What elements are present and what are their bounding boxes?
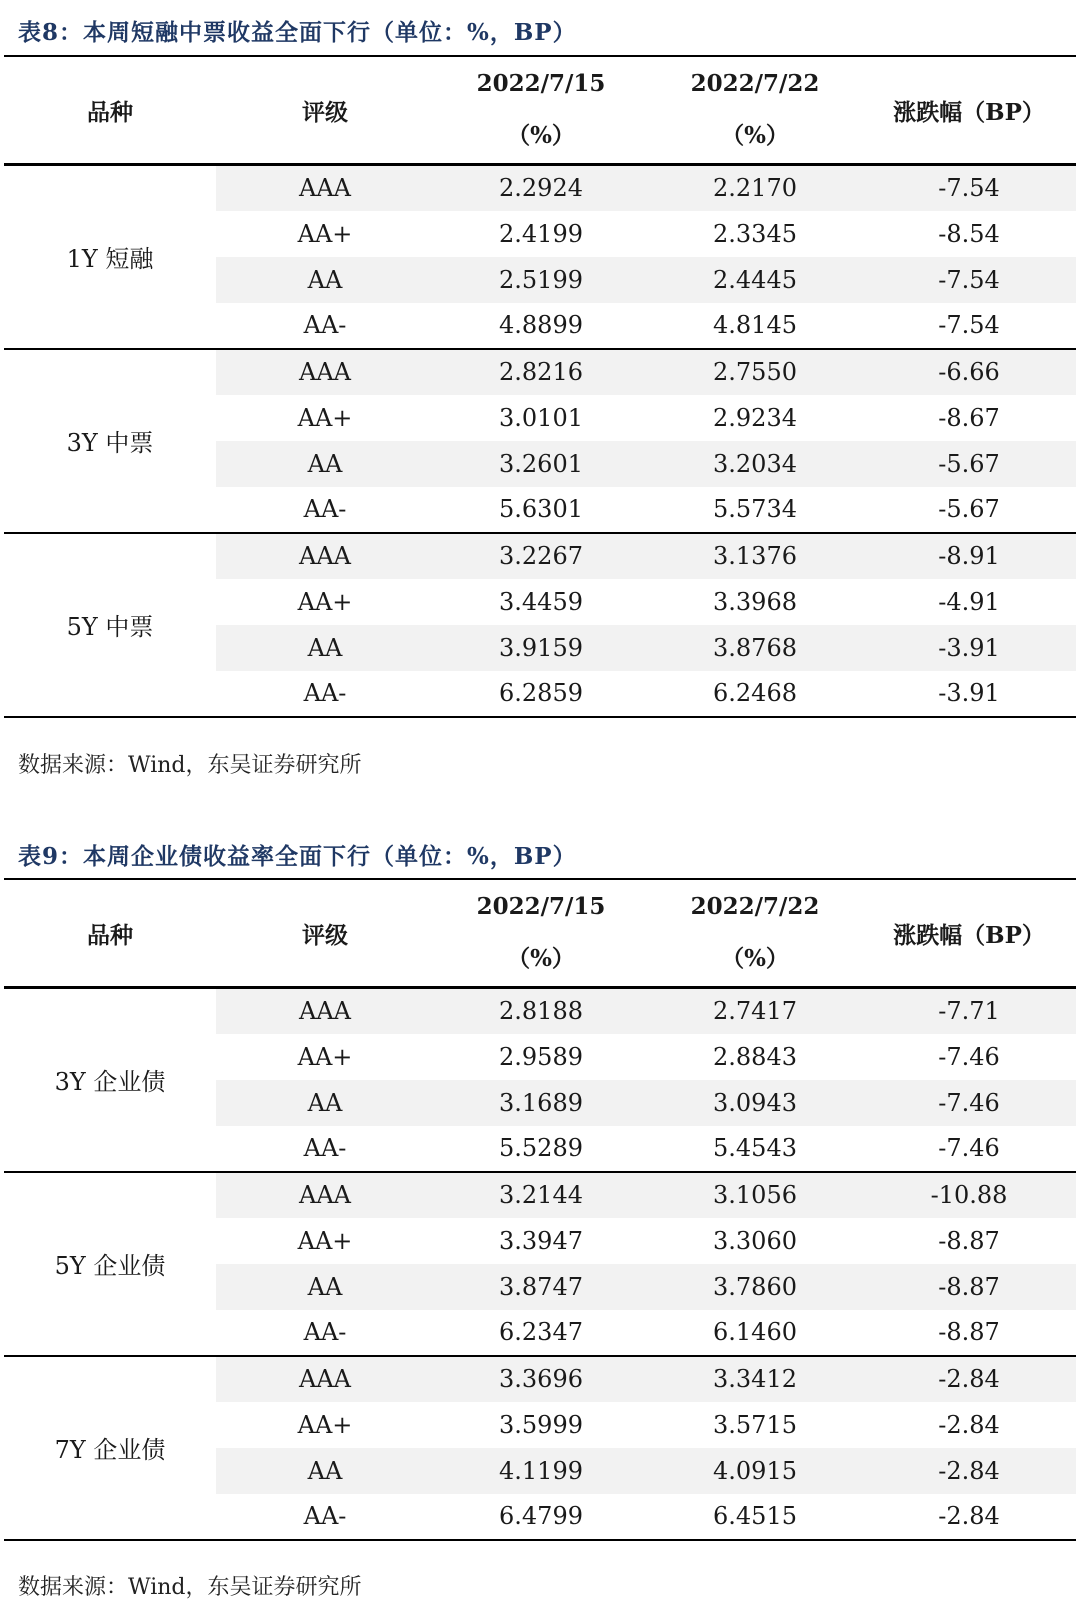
change-cell: -3.91 (862, 625, 1076, 671)
change-cell: -10.88 (862, 1172, 1076, 1218)
yield-0715-cell: 5.6301 (499, 495, 583, 523)
change-cell: -8.54 (938, 219, 1000, 248)
yield-0722-cell: 3.3412 (648, 1356, 862, 1402)
table-row (4, 988, 1076, 1034)
change-cell: -4.91 (938, 587, 1000, 616)
table-row (4, 349, 1076, 395)
yield-0715-cell: 6.2347 (499, 1318, 583, 1346)
change-cell: -7.54 (862, 257, 1076, 303)
yield-0722-cell: 5.5734 (713, 495, 797, 523)
yield-0715-cell: 3.3696 (434, 1356, 648, 1402)
yield-0722-cell: 4.8145 (713, 311, 797, 339)
change-cell: -2.84 (862, 1356, 1076, 1402)
table-row (4, 1172, 1076, 1218)
yield-0722-cell: 2.3345 (713, 219, 797, 248)
table8-group (4, 165, 1076, 349)
table8-source-note: 数据来源：Wind，东吴证券研究所 (18, 753, 362, 778)
change-cell: -8.67 (938, 403, 1000, 432)
table9-group (4, 988, 1076, 1172)
table8-group (4, 349, 1076, 533)
yield-0715-cell: 3.4459 (499, 587, 583, 616)
rating-cell: AA (216, 441, 434, 487)
header-date2-label: 2022/7/22 (690, 893, 820, 920)
variety-label: 1Y 短融 (4, 165, 216, 349)
yield-0715-cell: 3.1689 (434, 1080, 648, 1126)
change-cell: -8.91 (862, 533, 1076, 579)
header-date1-label: 2022/7/15 (476, 70, 606, 97)
yield-0715-cell: 2.8216 (434, 349, 648, 395)
header-date2 (648, 879, 862, 988)
header-date1-label: 2022/7/15 (476, 893, 606, 920)
yield-0715-cell: 3.3947 (499, 1226, 583, 1255)
yield-0722-cell: 6.4515 (713, 1502, 797, 1530)
rating-cell: AA- (303, 495, 347, 523)
rating-cell: AA- (303, 1134, 347, 1162)
yield-0722-cell: 2.4445 (648, 257, 862, 303)
rating-cell: AA- (303, 311, 347, 339)
header-date2-unit: （%） (721, 122, 789, 149)
rating-cell: AA (216, 257, 434, 303)
table9-source-note: 数据来源：Wind，东吴证券研究所 (18, 1575, 362, 1600)
table-row (4, 165, 1076, 211)
yield-0722-cell: 3.5715 (713, 1410, 797, 1439)
yield-0715-cell: 6.2859 (499, 679, 583, 707)
yield-0715-cell: 2.2924 (434, 165, 648, 211)
yield-0722-cell: 2.7550 (648, 349, 862, 395)
rating-cell: AA (216, 1264, 434, 1310)
table9-caption: 表9：本周企业债收益率全面下行（单位：%，BP） (18, 843, 577, 870)
header-date1-unit: （%） (507, 945, 575, 972)
table9-group (4, 1172, 1076, 1356)
change-cell: -2.84 (938, 1410, 1000, 1439)
rating-cell: AAA (216, 1356, 434, 1402)
yield-0722-cell: 3.7860 (648, 1264, 862, 1310)
yield-0722-cell: 3.3060 (713, 1226, 797, 1255)
header-date1 (434, 879, 648, 988)
rating-cell: AA+ (297, 219, 353, 248)
yield-0722-cell: 3.8768 (648, 625, 862, 671)
rating-cell: AAA (216, 349, 434, 395)
variety-label: 3Y 中票 (4, 349, 216, 533)
rating-cell: AAA (216, 988, 434, 1034)
header-date1-unit: （%） (507, 122, 575, 149)
header-rating: 评级 (302, 921, 348, 949)
rating-cell: AA (216, 625, 434, 671)
change-cell: -2.84 (862, 1448, 1076, 1494)
change-cell: -7.71 (862, 988, 1076, 1034)
rating-cell: AAA (216, 1172, 434, 1218)
yield-0722-cell: 6.1460 (713, 1318, 797, 1346)
yield-0715-cell: 4.8899 (499, 311, 583, 339)
change-cell: -7.46 (938, 1134, 1000, 1162)
variety-label: 7Y 企业债 (4, 1356, 216, 1540)
header-date1 (434, 56, 648, 165)
header-rating: 评级 (302, 98, 348, 126)
header-variety: 品种 (87, 921, 133, 949)
yield-0715-cell: 3.8747 (434, 1264, 648, 1310)
header-date2-label: 2022/7/22 (690, 70, 820, 97)
change-cell: -8.87 (938, 1318, 1000, 1346)
header-date2 (648, 56, 862, 165)
rating-cell: AAA (216, 533, 434, 579)
header-change: 涨跌幅（BP） (893, 98, 1045, 126)
change-cell: -8.87 (938, 1226, 1000, 1255)
header-variety: 品种 (87, 98, 133, 126)
change-cell: -5.67 (862, 441, 1076, 487)
yield-0715-cell: 3.0101 (499, 403, 583, 432)
table9 (4, 878, 1076, 1541)
yield-0722-cell: 3.3968 (713, 587, 797, 616)
yield-0715-cell: 2.8188 (434, 988, 648, 1034)
yield-0722-cell: 4.0915 (648, 1448, 862, 1494)
change-cell: -7.54 (938, 311, 1000, 339)
yield-0715-cell: 4.1199 (434, 1448, 648, 1494)
yield-0722-cell: 2.7417 (648, 988, 862, 1034)
table8-caption: 表8：本周短融中票收益全面下行（单位：%，BP） (18, 19, 577, 46)
header-change: 涨跌幅（BP） (893, 921, 1045, 949)
yield-0722-cell: 2.8843 (713, 1042, 797, 1071)
yield-0722-cell: 3.1056 (648, 1172, 862, 1218)
rating-cell: AA+ (297, 403, 353, 432)
rating-cell: AA+ (297, 587, 353, 616)
yield-0722-cell: 3.1376 (648, 533, 862, 579)
yield-0715-cell: 5.5289 (499, 1134, 583, 1162)
change-cell: -7.54 (862, 165, 1076, 211)
variety-label: 5Y 企业债 (4, 1172, 216, 1356)
table8 (4, 55, 1076, 718)
change-cell: -2.84 (938, 1502, 1000, 1530)
change-cell: -7.46 (938, 1042, 1000, 1071)
yield-0722-cell: 5.4543 (713, 1134, 797, 1162)
yield-0715-cell: 3.5999 (499, 1410, 583, 1439)
yield-0722-cell: 6.2468 (713, 679, 797, 707)
yield-0715-cell: 2.5199 (434, 257, 648, 303)
yield-0715-cell: 2.9589 (499, 1042, 583, 1071)
rating-cell: AA- (303, 1502, 347, 1530)
table-row (4, 533, 1076, 579)
header-date2-unit: （%） (721, 945, 789, 972)
table-row (4, 1356, 1076, 1402)
change-cell: -6.66 (862, 349, 1076, 395)
rating-cell: AA (216, 1448, 434, 1494)
rating-cell: AA+ (297, 1042, 353, 1071)
rating-cell: AA+ (297, 1410, 353, 1439)
change-cell: -5.67 (938, 495, 1000, 523)
yield-0715-cell: 3.2601 (434, 441, 648, 487)
change-cell: -7.46 (862, 1080, 1076, 1126)
yield-0715-cell: 3.2267 (434, 533, 648, 579)
table8-group (4, 533, 1076, 717)
yield-0722-cell: 3.2034 (648, 441, 862, 487)
change-cell: -8.87 (862, 1264, 1076, 1310)
rating-cell: AA (216, 1080, 434, 1126)
yield-0722-cell: 2.2170 (648, 165, 862, 211)
rating-cell: AA+ (297, 1226, 353, 1255)
table9-group (4, 1356, 1076, 1540)
rating-cell: AA- (303, 679, 347, 707)
change-cell: -3.91 (938, 679, 1000, 707)
yield-0715-cell: 3.9159 (434, 625, 648, 671)
variety-label: 3Y 企业债 (4, 988, 216, 1172)
yield-0722-cell: 2.9234 (713, 403, 797, 432)
variety-label: 5Y 中票 (4, 533, 216, 717)
yield-0715-cell: 3.2144 (434, 1172, 648, 1218)
rating-cell: AA- (303, 1318, 347, 1346)
yield-0722-cell: 3.0943 (648, 1080, 862, 1126)
yield-0715-cell: 6.4799 (499, 1502, 583, 1530)
yield-0715-cell: 2.4199 (499, 219, 583, 248)
rating-cell: AAA (216, 165, 434, 211)
